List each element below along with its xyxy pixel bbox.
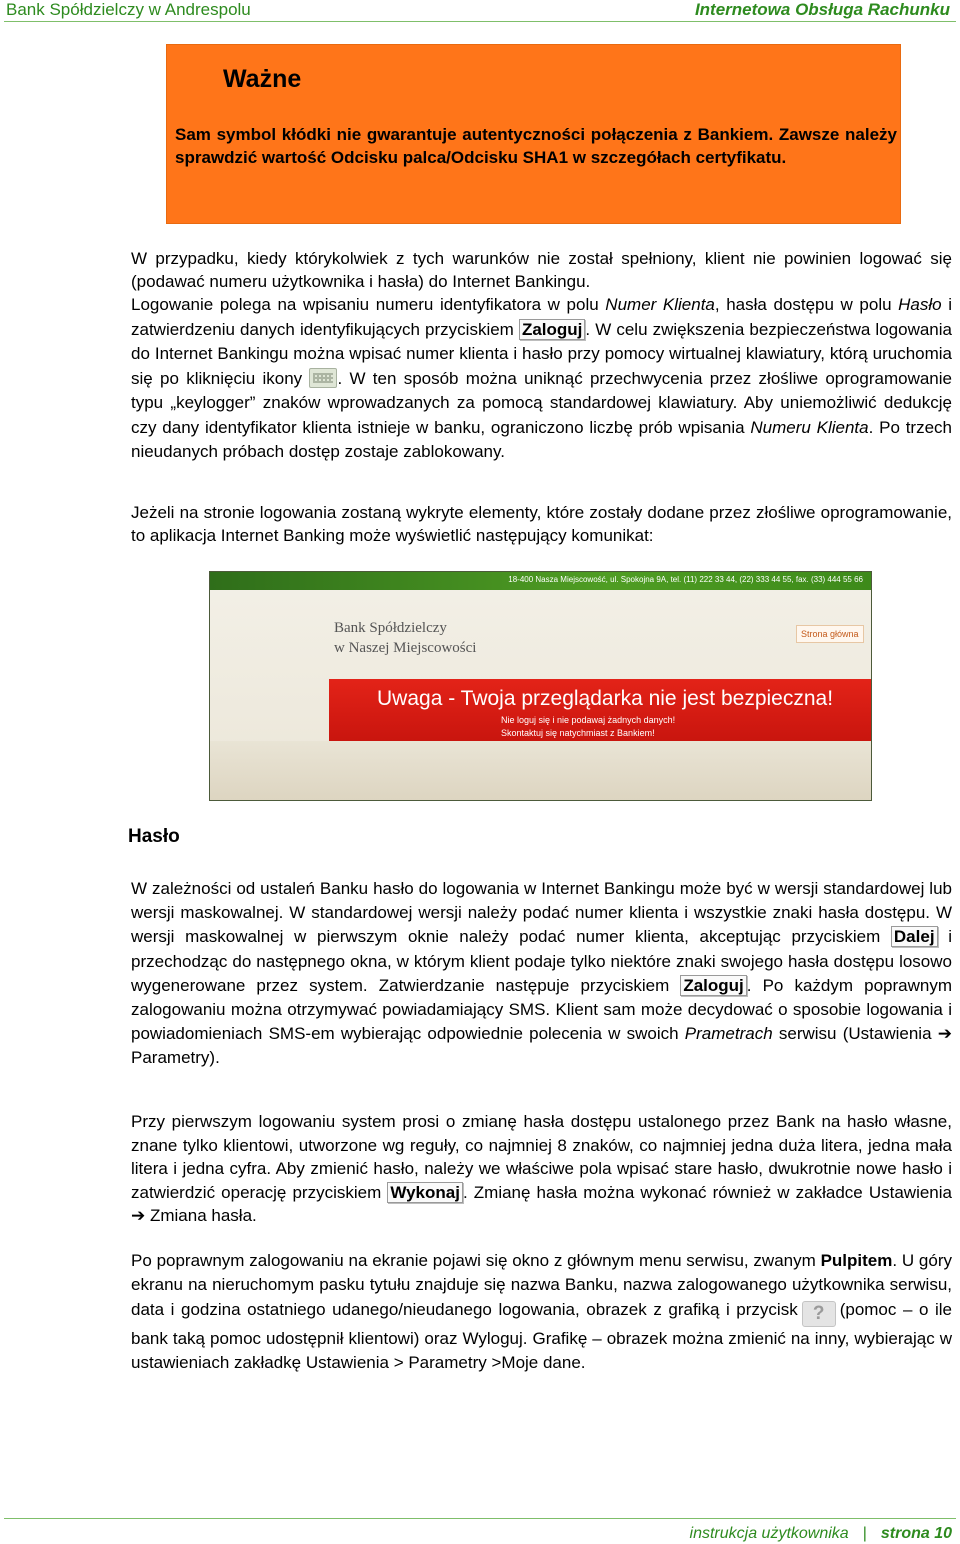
malware-intro-paragraph: [131, 501, 952, 547]
text-span: , hasła dostępu w polu: [714, 295, 899, 314]
virtual-keyboard-icon[interactable]: [309, 368, 337, 388]
page-footer: [690, 1525, 952, 1543]
warning-text: Sam symbol kłódki nie gwarantuje autentyczności połączenia z Bankiem. Zawsze należy sprawdzić wartość Odcisku palca/Odcisku SHA1 w szczegółach certyfikatu.: [175, 125, 897, 167]
login-description: [131, 293, 952, 465]
text-span: i zatwierdzeniu danych identyfikujących przyciskiem: [131, 295, 952, 339]
footer-doc-name: instrukcja użytkownika: [689, 1525, 849, 1542]
warning-box: [166, 44, 901, 224]
header-divider: [4, 21, 956, 22]
text-span: W zależności od ustaleń Banku hasło do logowania w Internet Bankingu może być w wersji standardowej lub wersji maskowalnej. W standardowej wersji należy podać numer klienta i wszystkie znaki hasła dostępu. W wersji maskowalnej w pierwszym oknie należy podać numer klienta, akceptując przyciskiem: [131, 879, 952, 947]
text-span: . W celu zwiększenia bezpieczeństwa logowania do Internet Bankingu można wpisać numer klienta i hasło przy pomocy wirtualnej klawiatury, którą uruchomia się po kliknięciu ikony: [131, 319, 952, 388]
screenshot-alert-banner: [329, 679, 871, 741]
text-span: Przy pierwszym logowaniu system prosi o zmianę hasła dostępu ustalonego przez Bank na hasło własne, znane tylko klientowi, utworzone wg reguły, co najmniej 8 znaków, co najmniej jedna duża litera, jedna mała litera i jedna cyfra. Aby zmienić hasło, należy we właściwe pola wpisać stare hasło, dwukrotnie nowe hasło i zatwierdzić operację przyciskiem: [131, 1112, 952, 1202]
password-paragraph: [131, 877, 952, 1071]
screenshot-address: 18-400 Nasza Miejscowość, ul. Spokojna 9A, tel. (11) 222 33 44, (22) 333 44 55, fax. (33) 444 55 66: [508, 575, 863, 584]
screenshot-bottom-area: [210, 741, 871, 800]
login-paragraph: [131, 247, 952, 465]
text-span: Logowanie polega na wpisaniu numeru identyfikatora w polu: [131, 295, 606, 314]
screenshot-bank-line1: Bank Spółdzielczy: [334, 620, 447, 636]
screenshot-top-bar: [210, 572, 871, 590]
text-span: Po poprawnym zalogowaniu na ekranie pojawi się okno z głównym menu serwisu, zwanym: [131, 1251, 821, 1270]
zaloguj-button[interactable]: Zaloguj: [680, 975, 746, 996]
text-span: . Po trzech nieudanych próbach dostęp zostaje zablokowany.: [131, 417, 952, 461]
screenshot-alert-title: Uwaga - Twoja przeglądarka nie jest bezpieczna!: [377, 687, 834, 710]
conditions-sentence: W przypadku, kiedy którykolwiek z tych warunków nie został spełniony, klient nie powinien logować się (podawać numeru użytkownika i hasła) do Internet Bankingu.: [131, 249, 952, 291]
footer-page-number: strona 10: [880, 1525, 952, 1542]
conditions-text: [131, 247, 952, 293]
dalej-button[interactable]: Dalej: [891, 926, 938, 947]
footer-separator: |: [862, 1525, 867, 1542]
screenshot-alert-subtext: [501, 714, 675, 740]
parameters-link-text: Prametrach: [684, 1024, 773, 1044]
field-name-numer-klienta: Numer Klienta: [605, 295, 715, 314]
text-span: i przechodząc do następnego okna, w którym klient podaje tylko niektóre znaki swojego hasła dostępu losowo wygenerowane przez system. Zatwierdzanie następuje przyciskiem: [131, 927, 952, 995]
text-span: . Zmianę hasła można wykonać również w zakładce Ustawienia ➔ Zmiana hasła.: [131, 1182, 952, 1226]
password-change-text: [131, 1110, 952, 1228]
password-text: [131, 877, 952, 1071]
field-name-numeru-klienta: Numeru Klienta: [750, 417, 869, 437]
pulpit-term: Pulpitem: [820, 1251, 893, 1270]
page-header: [0, 0, 960, 22]
text-span: . Po każdym poprawnym zalogowaniu można otrzymywać powiadamiający SMS. Klient sam może decydować o sposobie logowania i powiadomieniach SMS-em wybierając odpowiednie polecenia w swoich: [131, 975, 952, 1044]
screenshot-alert-line1: Nie loguj się i nie podawaj żadnych danych!: [501, 715, 676, 725]
malware-intro-text: Jeżeli na stronie logowania zostaną wykryte elementy, które zostały dodane przez złośliwe oprogramowanie, to aplikacja Internet Banking może wyświetlić następujący komunikat:: [131, 503, 952, 545]
text-span: . W ten sposób można uniknąć przechwycenia przez złośliwe oprogramowanie typu „keylogger” znaków wprowadzanych za pomocą standardowej klawiatury. Aby uniemożliwić dedukcję czy dany identyfikator klienta istnieje w banku, ograniczono liczbę prób wpisania: [131, 368, 952, 437]
help-icon[interactable]: ?: [802, 1301, 836, 1327]
screenshot-alert-line2: Skontaktuj się natychmiast z Bankiem!: [501, 728, 655, 738]
malware-warning-screenshot: [209, 571, 872, 801]
zaloguj-button[interactable]: Zaloguj: [519, 319, 585, 340]
text-span: (pomoc – o ile bank taką pomoc udostępnił klientowi) oraz Wyloguj. Grafikę – obrazek można zmienić na inny, wybierając w ustawieniach zakładkę Ustawienia > Parametry >Moje dane.: [131, 1299, 952, 1373]
field-name-haslo: Hasło: [898, 295, 942, 314]
screenshot-home-link: Strona główna: [796, 625, 864, 643]
warning-title: Ważne: [223, 65, 302, 93]
desktop-paragraph: [131, 1249, 952, 1376]
footer-divider: [4, 1518, 956, 1519]
text-span: . U góry ekranu na nieruchomym pasku tytułu znajduje się nazwa Banku, nazwa zalogowanego użytkownika serwisu, data i godzina ostatniego udanego/nieudanego logowania, obrazek z grafiką i przycisk: [131, 1251, 952, 1319]
header-bank-name: Bank Spółdzielczy w Andrespolu: [6, 0, 251, 19]
screenshot-bank-line2: w Naszej Miejscowości: [334, 640, 477, 656]
password-change-paragraph: [131, 1110, 952, 1228]
section-title-haslo: Hasło: [128, 826, 180, 847]
header-document-title: Internetowa Obsługa Rachunku: [694, 0, 950, 19]
desktop-text: [131, 1249, 952, 1376]
text-span: serwisu (Ustawienia ➔ Parametry).: [131, 1024, 952, 1068]
wykonaj-button[interactable]: Wykonaj: [387, 1182, 463, 1203]
screenshot-bank-name: [334, 618, 476, 658]
